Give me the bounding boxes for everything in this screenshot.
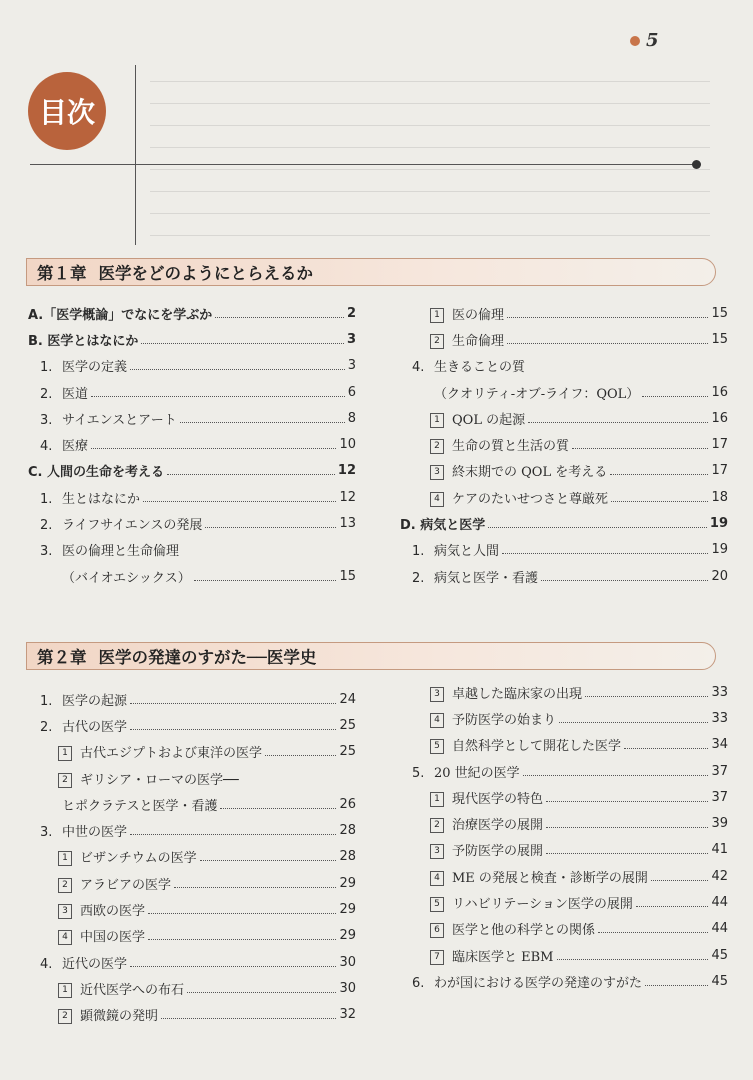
item-number: 1.	[40, 491, 53, 507]
page-ref: 6	[347, 384, 356, 400]
dot-leader	[130, 703, 336, 704]
entry-title: リハビリテーション医学の展開	[452, 897, 633, 913]
toc-entry[interactable]	[28, 300, 356, 326]
chapter-number: 第１章	[37, 264, 87, 283]
page-ref: 16	[711, 384, 728, 400]
toc-entry[interactable]	[400, 326, 728, 352]
dot-leader	[130, 729, 336, 730]
chapter-2-header[interactable]	[26, 642, 716, 670]
item-number: 4.	[412, 360, 425, 376]
item-number-box: 1	[430, 413, 444, 428]
item-number: 1.	[40, 360, 53, 376]
toc-entry[interactable]	[400, 379, 728, 405]
entry-title: 20 世紀の医学	[434, 765, 520, 781]
page-ref: 26	[339, 796, 356, 812]
entry-title: D. 病気と医学	[400, 518, 486, 534]
page-ref: 15	[711, 305, 728, 321]
item-number-box: 4	[430, 871, 444, 886]
dot-leader	[507, 317, 708, 318]
item-number-box: 2	[430, 439, 444, 454]
item-number-box: 4	[58, 930, 72, 945]
page-ref: 10	[339, 437, 356, 453]
entry-title: 医療	[62, 439, 89, 455]
toc-entry[interactable]	[400, 863, 728, 889]
dot-leader	[220, 808, 336, 809]
entry-title: 自然科学として開花した医学	[452, 739, 622, 755]
dot-leader	[585, 696, 708, 697]
toc-entry[interactable]	[28, 686, 356, 712]
item-number: 2.	[40, 719, 53, 735]
entry-title: サイエンスとアート	[62, 412, 177, 428]
entry-title: 生命の質と生活の質	[452, 439, 570, 455]
chapter-1-header[interactable]	[26, 258, 716, 286]
toc-entry[interactable]	[28, 896, 356, 922]
toc-entry[interactable]	[400, 837, 728, 863]
toc-entry[interactable]	[28, 379, 356, 405]
entry-title: ギリシア・ローマの医学──	[80, 772, 239, 788]
item-number: 3.	[40, 412, 53, 428]
chapter-1-right-column	[400, 300, 728, 589]
toc-entry[interactable]	[400, 705, 728, 731]
page-ref: 34	[711, 737, 728, 753]
dot-leader	[265, 755, 336, 756]
entry-title: 古代の医学	[62, 719, 128, 735]
entry-title: 医学と他の科学との関係	[452, 923, 596, 939]
item-number: 1.	[40, 693, 53, 709]
chapter-2-left-column	[28, 686, 356, 1028]
item-number-box: 1	[58, 851, 72, 866]
item-number-box: 6	[430, 923, 444, 938]
page-ref: 16	[711, 410, 728, 426]
page-ref: 17	[711, 437, 728, 453]
toc-entry[interactable]	[400, 942, 728, 968]
page-ref: 30	[339, 980, 356, 996]
dot-leader	[598, 932, 708, 933]
item-number: 3.	[40, 544, 53, 560]
toc-entry[interactable]	[400, 784, 728, 810]
item-number: 5.	[412, 765, 425, 781]
dot-leader	[180, 422, 345, 423]
page-ref: 45	[711, 947, 728, 963]
entry-title: 予防医学の展開	[452, 844, 544, 860]
entry-title: 中国の医学	[80, 930, 146, 946]
dot-leader	[557, 959, 709, 960]
toc-entry[interactable]	[28, 405, 356, 431]
dot-leader	[200, 860, 337, 861]
toc-entry[interactable]	[400, 968, 728, 994]
dot-leader	[645, 985, 708, 986]
item-number-box: 4	[430, 713, 444, 728]
page-ref: 17	[711, 463, 728, 479]
toc-entry[interactable]	[400, 510, 728, 536]
page-ref: 29	[339, 928, 356, 944]
toc-entry[interactable]	[28, 510, 356, 536]
page-ref: 12	[337, 463, 356, 479]
toc-entry[interactable]	[28, 353, 356, 379]
page-ref: 15	[339, 568, 356, 584]
entry-title: 病気と医学・看護	[434, 570, 539, 586]
toc-entry[interactable]	[28, 923, 356, 949]
toc-entry[interactable]	[400, 537, 728, 563]
entry-title: ME の発展と検査・診断学の展開	[452, 870, 648, 886]
item-number-box: 1	[430, 792, 444, 807]
dot-leader	[143, 501, 336, 502]
entry-title: 現代医学の特色	[452, 791, 544, 807]
item-number-box: 1	[58, 983, 72, 998]
toc-entry[interactable]	[28, 537, 356, 563]
page-ref: 19	[709, 516, 728, 532]
entry-title: 古代エジプトおよび東洋の医学	[80, 746, 263, 762]
page-ref: 3	[346, 331, 356, 347]
dot-leader	[611, 501, 708, 502]
entry-title: （バイオエシックス）	[62, 570, 191, 586]
dot-leader	[161, 1018, 336, 1019]
chapter-2-right-column	[400, 679, 728, 995]
dot-leader	[546, 853, 708, 854]
item-number-box: 3	[430, 844, 444, 859]
item-number-box: 2	[58, 1009, 72, 1024]
page-ref: 29	[339, 875, 356, 891]
item-number: 2.	[412, 570, 425, 586]
entry-title: ライフサイエンスの発展	[62, 518, 203, 534]
entry-title: 生きることの質	[434, 360, 526, 376]
dot-leader	[167, 474, 335, 475]
page-ref: 33	[711, 684, 728, 700]
toc-entry[interactable]	[400, 563, 728, 589]
toc-entry[interactable]	[400, 889, 728, 915]
page-ref: 19	[711, 542, 728, 558]
toc-entry[interactable]	[400, 732, 728, 758]
dot-leader	[148, 939, 336, 940]
entry-title: 医道	[62, 386, 89, 402]
dot-leader	[91, 396, 345, 397]
dot-leader	[642, 396, 708, 397]
dot-leader	[546, 801, 708, 802]
page-ref: 25	[339, 717, 356, 733]
page-ref: 37	[711, 789, 728, 805]
page-ref: 42	[711, 868, 728, 884]
vertical-rule	[135, 65, 136, 245]
dot-leader	[215, 317, 344, 318]
chapter-title: 医学をどのようにとらえるか	[98, 264, 313, 283]
toc-entry[interactable]	[28, 458, 356, 484]
page-ref: 3	[347, 358, 356, 374]
item-number: 4.	[40, 439, 53, 455]
toc-entry[interactable]	[400, 916, 728, 942]
entry-title: 生命倫理	[452, 333, 505, 349]
toc-entry[interactable]	[28, 326, 356, 352]
page-ref: 25	[339, 744, 356, 760]
item-number-box: 4	[430, 492, 444, 507]
item-number-box: 3	[430, 687, 444, 702]
page-ref: 13	[339, 516, 356, 532]
item-number-box: 2	[430, 818, 444, 833]
page-ref: 8	[347, 410, 356, 426]
entry-title: C. 人間の生命を考える	[28, 465, 165, 481]
page-number	[630, 30, 668, 51]
item-number: 2.	[40, 386, 53, 402]
dot-leader	[187, 992, 336, 993]
toc-entry[interactable]	[28, 817, 356, 843]
dot-leader	[636, 906, 709, 907]
entry-title: 病気と人間	[434, 544, 500, 560]
page-ref: 24	[339, 691, 356, 707]
item-number-box: 3	[58, 904, 72, 919]
toc-entry[interactable]	[28, 949, 356, 975]
item-number-box: 2	[58, 878, 72, 893]
dot-leader	[488, 527, 707, 528]
item-number-box: 3	[430, 465, 444, 480]
toc-entry[interactable]	[28, 765, 356, 791]
item-number-box: 1	[58, 746, 72, 761]
toc-entry[interactable]	[400, 484, 728, 510]
dot-leader	[541, 580, 708, 581]
entry-title: 生とはなにか	[62, 491, 141, 507]
dot-leader	[572, 448, 708, 449]
toc-entry[interactable]	[400, 431, 728, 457]
page-ref: 28	[339, 849, 356, 865]
dot-leader	[559, 722, 708, 723]
dot-leader	[523, 775, 709, 776]
page-ref: 12	[339, 489, 356, 505]
page-ref: 44	[711, 921, 728, 937]
entry-title: （クオリティ-オブ-ライフ：QOL）	[434, 386, 640, 402]
dot-leader	[205, 527, 336, 528]
page-ref: 30	[339, 954, 356, 970]
item-number-box: 1	[430, 308, 444, 323]
page-ref: 44	[711, 895, 728, 911]
entry-title: 西欧の医学	[80, 904, 146, 920]
toc-entry[interactable]	[28, 791, 356, 817]
entry-title: 予防医学の始まり	[452, 712, 557, 728]
page-ref: 45	[711, 973, 728, 989]
entry-title: アラビアの医学	[80, 877, 172, 893]
page-ref: 29	[339, 902, 356, 918]
entry-title: 医学の定義	[62, 360, 128, 376]
show-through-lines	[150, 60, 710, 250]
page-ref: 28	[339, 823, 356, 839]
dot-leader	[194, 580, 337, 581]
item-number-box: 7	[430, 950, 444, 965]
dot-leader	[546, 827, 708, 828]
dot-leader	[91, 448, 336, 449]
horizontal-rule	[30, 164, 695, 165]
dot-leader	[141, 343, 344, 344]
entry-title: ヒポクラテスと医学・看護	[62, 798, 218, 814]
page-ref: 33	[711, 710, 728, 726]
dot-leader	[528, 422, 708, 423]
page-ref: 18	[711, 489, 728, 505]
page-ref: 39	[711, 816, 728, 832]
toc-entry[interactable]	[28, 712, 356, 738]
item-number: 3.	[40, 825, 53, 841]
item-number: 6.	[412, 975, 425, 991]
chapter-number: 第２章	[37, 648, 87, 667]
toc-entry[interactable]	[400, 458, 728, 484]
entry-title: QOL の起源	[452, 412, 526, 428]
entry-title: 治療医学の展開	[452, 818, 544, 834]
toc-entry[interactable]	[400, 300, 728, 326]
item-number: 4.	[40, 956, 53, 972]
toc-entry[interactable]	[400, 810, 728, 836]
toc-entry[interactable]	[28, 739, 356, 765]
toc-entry[interactable]	[400, 405, 728, 431]
toc-entry[interactable]	[28, 484, 356, 510]
entry-title: 中世の医学	[62, 825, 128, 841]
page-dot-icon	[630, 36, 640, 46]
entry-title: 近代の医学	[62, 956, 128, 972]
entry-title: 医の倫理と生命倫理	[62, 544, 180, 560]
item-number: 2.	[40, 518, 53, 534]
dot-leader	[174, 887, 336, 888]
dot-leader	[130, 966, 336, 967]
item-number-box: 2	[430, 334, 444, 349]
entry-title: ビザンチウムの医学	[80, 851, 197, 867]
item-number-box: 2	[58, 773, 72, 788]
dot-leader	[651, 880, 709, 881]
page-ref: 32	[339, 1007, 356, 1023]
entry-title: ケアのたいせつさと尊厳死	[452, 491, 609, 507]
toc-entry[interactable]	[400, 353, 728, 379]
chapter-1-left-column	[28, 300, 356, 589]
toc-entry[interactable]	[28, 870, 356, 896]
toc-entry[interactable]	[400, 679, 728, 705]
entry-title: B. 医学とはなにか	[28, 333, 139, 349]
dot-leader	[130, 834, 336, 835]
entry-title: わが国における医学の発達のすがた	[434, 975, 643, 991]
rule-end-dot-icon	[692, 160, 701, 169]
dot-leader	[148, 913, 336, 914]
toc-entry[interactable]	[400, 758, 728, 784]
item-number: 1.	[412, 544, 425, 560]
entry-title: 近代医学への布石	[80, 982, 185, 998]
item-number-box: 5	[430, 739, 444, 754]
toc-title-badge: 目次	[28, 72, 106, 150]
dot-leader	[502, 553, 708, 554]
page-number-text: 5	[646, 30, 659, 51]
entry-title: 卓越した臨床家の出現	[452, 686, 583, 702]
item-number-box: 5	[430, 897, 444, 912]
entry-title: 医の倫理	[452, 307, 505, 323]
dot-leader	[507, 343, 708, 344]
toc-entry[interactable]	[28, 563, 356, 589]
toc-entry[interactable]	[28, 1002, 356, 1028]
dot-leader	[130, 369, 345, 370]
page-ref: 41	[711, 842, 728, 858]
entry-title: A.「医学概論」でなにを学ぶか	[28, 307, 213, 323]
dot-leader	[624, 748, 708, 749]
chapter-title: 医学の発達のすがた──医学史	[98, 648, 317, 667]
entry-title: 顕微鏡の発明	[80, 1009, 159, 1025]
toc-entry[interactable]	[28, 975, 356, 1001]
dot-leader	[610, 474, 708, 475]
page-ref: 37	[711, 763, 728, 779]
entry-title: 医学の起源	[62, 693, 128, 709]
page-ref: 20	[711, 568, 728, 584]
page-ref: 15	[711, 331, 728, 347]
toc-entry[interactable]	[28, 844, 356, 870]
entry-title: 終末期での QOL を考える	[452, 465, 608, 481]
toc-entry[interactable]	[28, 431, 356, 457]
page-ref: 2	[346, 305, 356, 321]
entry-title: 臨床医学と EBM	[452, 949, 554, 965]
